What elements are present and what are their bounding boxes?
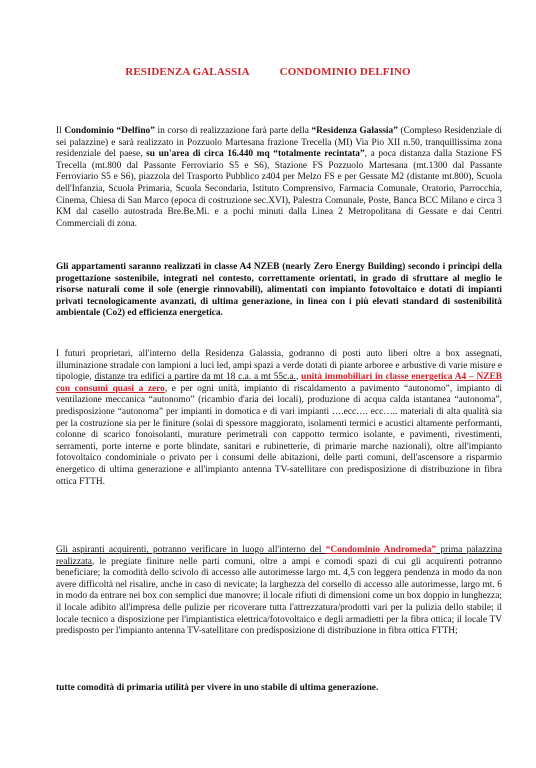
text-bold: Gli appartamenti saranno realizzati in classe A4 NZEB (nearly Zero Energy Building) secondo i principi della progettazione sostenibile, integrati nel contesto, correttamente orientati, in grado di sfruttare al meglio le risorse naturali come il sole (energie rinnovabili), alimentati con impianto fotovoltaico e dotati di impianti privati tecnologicamente avanzati, di ultima generazione, in linea con i più elevati standard di sostenibilità ambientale (Co2) ed efficienza energetica. (56, 262, 502, 319)
text-highlight-red: unità immobiliari in classe energetica A4 – NZEB con consumi quasi a zero (56, 372, 503, 394)
text-span: , e per ogni unità, impianto di riscaldamento a pavimento “autonomo”, impianto di ventilazione meccanica “autonomo” (ricambio d'aria dei locali), produzione di acqua calda istantanea “autonoma”, predisposizione “autonoma” per impianti in domotica e di vari impianti ….ecc…. ecc….. materiali di alta qualità sia per la costruzione sia per le finiture (solai di spessore maggiorato, isolamenti termici e acustici altamente performanti, colonne di scarico fonoisolanti, murature perimetrali con cappotto termico isolante, e pavimenti, rivestimenti, serramenti, porte interne e porte blindate, sanitari e rubinetterie, di primarie marche nazionali), oltre all'impianto fotovoltaico condominiale o privato per i consumi delle abitazioni, delle parti comuni, dell'ascensore a risparmio energetico di ultima generazione e all'impianto antenna TV-satellitare con predisposizione di distribuzione in fibra ottica FTTH. (56, 383, 502, 487)
title-condominio: CONDOMINIO DELFINO (279, 66, 411, 78)
page-title (0, 66, 536, 78)
text-span: in corso di realizzazione farà parte della (154, 126, 312, 136)
paragraph-aspiranti-acquirenti (56, 545, 502, 638)
paragraph-futuri-proprietari (56, 349, 502, 488)
text-bold: “Residenza Galassia” (311, 126, 398, 136)
paragraph-conclusione: tutte comodità di primaria utilità per vivere in uno stabile di ultima generazione. (56, 683, 379, 693)
text-span: , a poca distanza dalla Stazione FS Trecella (mt.800 dal Passante Ferroviario S5 e S6), Stazione FS Pozzuolo Martesana (mt.1300 dal Passante Ferroviario S5 e S6), piazzola del Trasporto Pubblico z404 per Melzo FS e per Gessate M2 (distante mt.800), Scuola dell'Infanzia, Scuola Primaria, Scuola Secondaria, Istituto Comprensivo, Farmacia Comunale, Oratorio, Parrocchia, Cinema, Chiesa di San Marco (epoca di costruzione sec.XVI), Palestra Comunale, Poste, Banca BCC Milano e circa 3 KM dal casello autostrada Bre.Be.Mi. e a pochi minuti dalla Linea 2 Metropolitana di Gessate e dai Centri Commerciali di zona. (56, 149, 502, 229)
text-bold: su un'area di circa 16.440 mq “totalmente recintata” (146, 149, 365, 160)
text-span: I futuri proprietari, all'interno della Residenza Galassia, godranno di posti auto liberi oltre a box assegnati, illuminazione stradale con lampioni a luci led, ampi spazi a verde dotati di piante arboree e arbustive di varie misure e tipologie, (56, 349, 502, 383)
text-span: Il (56, 126, 65, 136)
text-underlined: distanze tra edifici a partire da mt 18 c.a. a mt 55c.a. (94, 372, 297, 383)
text-span: , le pregiate finiture nelle parti comuni, oltre a ampi e comodi spazi di cui gli acquirenti potranno beneficiare; la comodità dello scivolo di accesso alle autorimesse largo mt. 4,5 con leggera pendenza in modo da non avere difficoltà nel risalire, anche in caso di nevicate; la larghezza del corsello di accesso alle autorimesse, largo mt. 6 in modo da entrare nei box con semplici due manovre; il locale rifiuti di dimensioni come un box doppio in lunghezza; il locale adibito all'impresa delle pulizie per ricoverare tutta l'attrezzatura/prodotti vari per la pulizia dello stabile; il locale tecnico a disposizione per l'impiantistica elettrica/fotovoltaico e degli armadietti per la fibra ottica; il locale TV predisposto per l'impianto antenna TV-satellitare con predisposizione di distribuzione in fibra ottica FTTH; (56, 556, 502, 637)
text-span: , (296, 372, 302, 383)
text-underlined: Gli aspiranti acquirenti, potranno verificare in luogo all'interno del (56, 545, 326, 555)
text-highlight-red: “Condominio Andromeda” (325, 545, 437, 555)
paragraph-intro (56, 126, 502, 230)
text-underlined: prima palazzina realizzata (56, 545, 502, 567)
title-residenza: RESIDENZA GALASSIA (125, 66, 250, 78)
text-bold: Condominio “Delfino” (64, 126, 155, 136)
paragraph-classe-energetica (56, 262, 502, 320)
text-span: (Compleso Residenziale di sei palazzine) e sarà realizzato in Pozzuolo Martesana frazione Trecella (MI) Via Pio XII n.50, tranquillissima zona residenziale del paese, (56, 126, 502, 160)
